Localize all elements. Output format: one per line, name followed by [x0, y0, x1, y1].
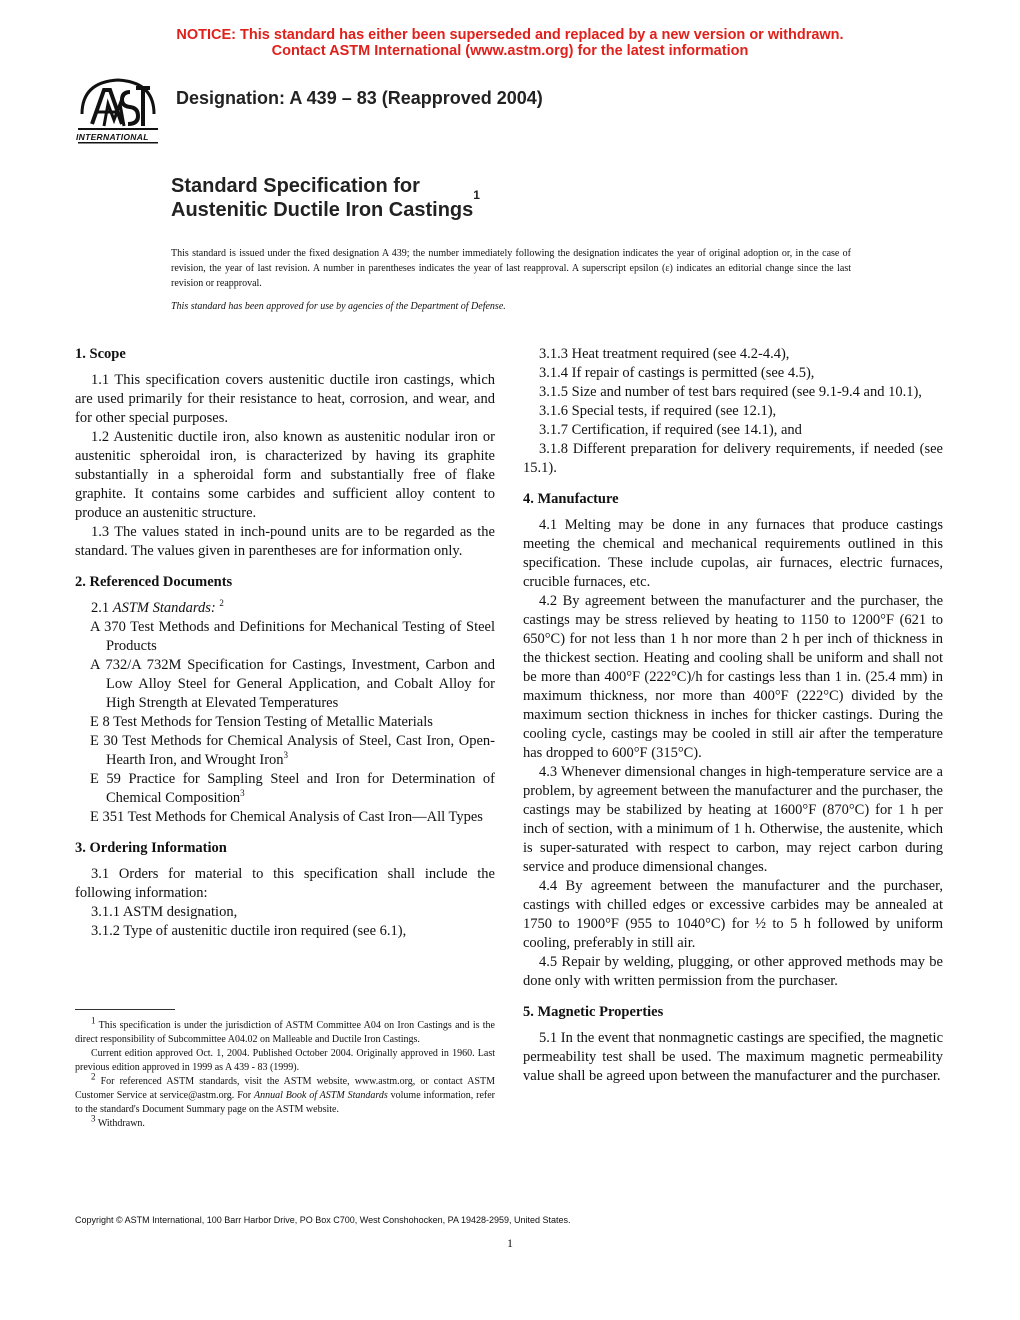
footnote-2-book-title: Annual Book of ASTM Standards	[253, 1090, 388, 1101]
referenced-documents-heading: 2. Referenced Documents	[75, 574, 233, 590]
ref-e30	[75, 732, 495, 770]
section-3-1-5: 3.1.5 Size and number of test bars required (see 9.1-9.4 and 10.1),	[539, 384, 922, 400]
footnote-mark-2: 2	[219, 598, 224, 609]
footnote-1b: Current edition approved Oct. 1, 2004. Published October 2004. Originally approved in 1960. Last previous edition approved in 1999 as A 439 - 83 (1999).	[75, 1048, 495, 1073]
document-title	[171, 174, 480, 222]
section-4-1: 4.1 Melting may be done in any furnaces that produce castings meeting the chemical and mechanical requirements outlined in this specification. These include cupolas, air furnaces, electric furnaces, crucible furnaces, etc.	[523, 517, 943, 590]
notice-line-1: NOTICE: This standard has either been superseded and replaced by a new version or withdrawn.	[176, 27, 844, 43]
section-1-2: 1.2 Austenitic ductile iron, also known as austenitic nodular iron or austenitic spheroidal iron, is characterized by having its graphite substantially in a spheroidal form and substantially free of flake graphite. It contains some carbides and sufficient alloy content to produce an austenitic structure.	[75, 429, 495, 521]
ref-a732: A 732/A 732M Specification for Castings, Investment, Carbon and Low Alloy Steel for General Application, and Cobalt Alloy for High Strength at Elevated Temperatures	[90, 657, 495, 711]
section-4-4: 4.4 By agreement between the manufacturer and the purchaser, castings with chilled edges or excessive carbides may be annealed at 1750 to 1900°F (955 to 1040°C) for ½ to 5 h followed by uniform cooling, preferably in still air.	[523, 878, 943, 951]
approved-note: This standard has been approved for use by agencies of the Department of Defense.	[171, 301, 506, 312]
section-2-1-number: 2.1	[91, 600, 110, 616]
footnote-mark-3: 3	[283, 750, 289, 761]
footnote-3-text: Withdrawn.	[97, 1118, 145, 1129]
ref-e30-text: E 30 Test Methods for Chemical Analysis of Steel, Cast Iron, Open-Hearth Iron, and Wrought Iron	[90, 733, 495, 768]
section-3-1-3: 3.1.3 Heat treatment required (see 4.2-4.4),	[539, 346, 790, 362]
footnote-1-text: This specification is under the jurisdiction of ASTM Committee A04 on Iron Castings and is the direct responsibility of Subcommittee A04.02 on Malleable and Ductile Iron Castings.	[75, 1020, 495, 1045]
footnotes	[75, 1015, 496, 1131]
copyright-line: Copyright © ASTM International, 100 Barr Harbor Drive, PO Box C700, West Conshohocken, PA 19428-2959, United States.	[75, 1215, 571, 1225]
section-2-1	[75, 599, 495, 618]
title-line-2	[171, 188, 480, 222]
left-column	[75, 345, 495, 941]
ref-a370: A 370 Test Methods and Definitions for Mechanical Testing of Steel Products	[90, 619, 495, 654]
section-3-1: 3.1 Orders for material to this specification shall include the following information:	[75, 866, 495, 901]
ordering-information-heading: 3. Ordering Information	[75, 840, 227, 856]
magnetic-properties-heading: 5. Magnetic Properties	[523, 1004, 664, 1020]
section-1-3: 1.3 The values stated in inch-pound units are to be regarded as the standard. The values given in parentheses are for information only.	[75, 524, 495, 559]
section-3-1-7: 3.1.7 Certification, if required (see 14.1), and	[539, 422, 802, 438]
footnote-mark-3: 3	[240, 788, 245, 799]
footnote-3	[75, 1113, 495, 1131]
issued-note: This standard is issued under the fixed designation A 439; the number immediately following the designation indicates the year of original adoption or, in the case of revision, the year of last revision. A number in parentheses indicates the year of last reapproval. A superscript epsilon (ε) indicates an editorial change since the last revision or reapproval.	[171, 248, 851, 289]
footnote-2	[75, 1071, 496, 1117]
footnote-1	[75, 1015, 495, 1047]
manufacture-heading: 4. Manufacture	[523, 491, 619, 507]
footnote-2-text-b: volume information, refer to the standard's Document Summary page on the ASTM website.	[75, 1090, 496, 1115]
section-3-1-6: 3.1.6 Special tests, if required (see 12.1),	[539, 403, 777, 419]
section-2-1-text: ASTM Standards:	[112, 600, 216, 616]
section-3-1-8: 3.1.8 Different preparation for delivery requirements, if needed (see 15.1).	[523, 441, 943, 476]
section-1-1: 1.1 This specification covers austenitic ductile iron castings, which are used primarily for their resistance to heat, corrosion, and wear, and for other special purposes.	[75, 372, 495, 426]
section-5-1: 5.1 In the event that nonmagnetic castings are specified, the magnetic permeability test shall be used. The maximum magnetic permeability value shall be agreed upon between the manufacturer and the purchaser.	[523, 1030, 943, 1084]
section-4-3: 4.3 Whenever dimensional changes in high-temperature service are a problem, by agreement between the manufacturer and the purchaser, the castings may be stabilized by heating at 1600°F (870°C) for 1 h per inch of section, with a minimum of 1 h. Otherwise, the austenite, which is super-saturated with respect to carbon, may reject carbon during service and produce dimensional changes.	[523, 764, 943, 875]
footnote-2-text-a: For referenced ASTM standards, visit the ASTM website, www.astm.org, or contact ASTM Customer Service at service@astm.org. For	[75, 1076, 496, 1101]
supersession-notice	[0, 27, 1020, 59]
section-3-1-2: 3.1.2 Type of austenitic ductile iron required (see 6.1),	[91, 923, 407, 939]
section-3-1-1: 3.1.1 ASTM designation,	[91, 904, 238, 920]
section-4-5: 4.5 Repair by welding, plugging, or other approved methods may be done only with written permission from the purchaser.	[523, 954, 943, 989]
title-text: Austenitic Ductile Iron Castings	[171, 199, 474, 221]
footnote-2-mark: 2	[91, 1071, 96, 1082]
notice-line-2: Contact ASTM International (www.astm.org) for the latest information	[271, 43, 749, 59]
right-column	[523, 345, 943, 1086]
logo-wordmark: INTERNATIONAL	[76, 132, 149, 142]
ref-e351: E 351 Test Methods for Chemical Analysis of Cast Iron—All Types	[90, 809, 483, 825]
designation: Designation: A 439 – 83 (Reapproved 2004)	[176, 88, 543, 108]
page-number: 1	[507, 1236, 513, 1250]
ref-e8: E 8 Test Methods for Tension Testing of Metallic Materials	[90, 714, 433, 730]
footnote-3-mark: 3	[91, 1113, 96, 1124]
section-3-1-4: 3.1.4 If repair of castings is permitted (see 4.5),	[539, 365, 815, 381]
footnote-divider	[75, 1009, 175, 1010]
ref-e59-text: E 59 Practice for Sampling Steel and Iron for Determination of Chemical Composition	[90, 771, 495, 806]
footnote-1-mark: 1	[91, 1015, 96, 1026]
astm-logo	[74, 76, 162, 150]
title-line-1: Standard Specification for	[171, 175, 420, 197]
title-footnote-mark: 1	[473, 188, 480, 202]
scope-heading: 1. Scope	[75, 346, 126, 362]
ref-e59	[75, 770, 495, 808]
section-4-2: 4.2 By agreement between the manufacturer and the purchaser, the castings may be stress relieved by heating to 1150 to 1200°F (621 to 650°C) for not less than 1 h nor more than 2 h per inch of thickness in the thickest section. Heating and cooling shall be uniform and shall not be more than 400°F (222°C)/h for castings less than 1 in. (25.4 mm) in maximum thickness, nor more than 400°F (222°C) divided by the maximum section thickness in inches for thicker castings. During the cooling cycle, castings may be cooled in still air after the temperature has dropped to 600°F (315°C).	[523, 593, 943, 761]
